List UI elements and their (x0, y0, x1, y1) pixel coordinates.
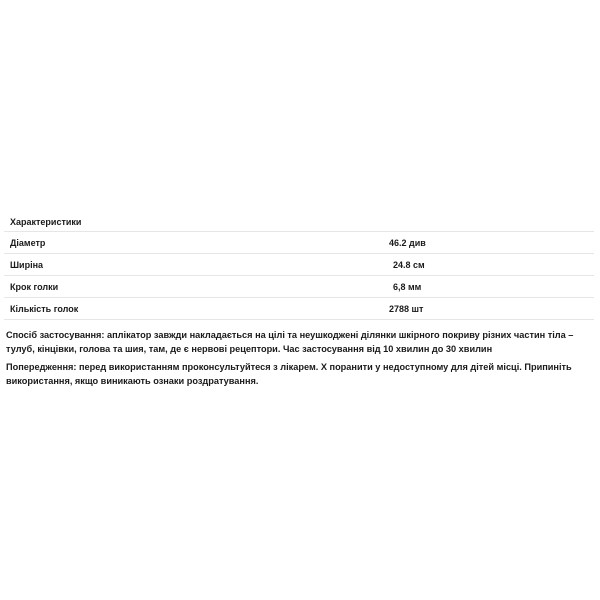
spec-value: 2788 шт (389, 304, 424, 314)
spec-row-needle-step (4, 276, 594, 298)
specs-header: Характеристики (10, 217, 82, 227)
spec-value: 6,8 мм (393, 282, 422, 292)
specs-table (4, 210, 594, 320)
spec-row-diameter (4, 232, 594, 254)
spec-value: 46.2 див (389, 238, 426, 248)
specs-header-row (4, 210, 594, 232)
spec-key: Крок голки (10, 282, 59, 292)
usage-line-2: тулуб, кінцівки, голова та шия, там, де є нервові рецептори. Час застосування від 10 хвилин до 30 хвилин (6, 344, 493, 354)
spec-value: 24.8 см (393, 260, 425, 270)
warning-paragraph (6, 360, 596, 388)
warning-line-1: Попередження: перед використанням проконсультуйтеся з лікарем. Х поранити у недоступному для дітей місці. Припиніть (6, 362, 572, 372)
spec-row-width (4, 254, 594, 276)
usage-paragraph (6, 328, 596, 356)
spec-key: Кількість голок (10, 304, 79, 314)
warning-line-2: використання, якщо виникають ознаки роздратування. (6, 376, 259, 386)
spec-key: Ширіна (10, 260, 44, 270)
spec-key: Діаметр (10, 238, 46, 248)
usage-line-1: Спосіб застосування: аплікатор завжди накладається на цілі та неушкоджені ділянки шкірного покриву різних частин тіла – (6, 330, 574, 340)
spec-row-needle-count (4, 298, 594, 320)
